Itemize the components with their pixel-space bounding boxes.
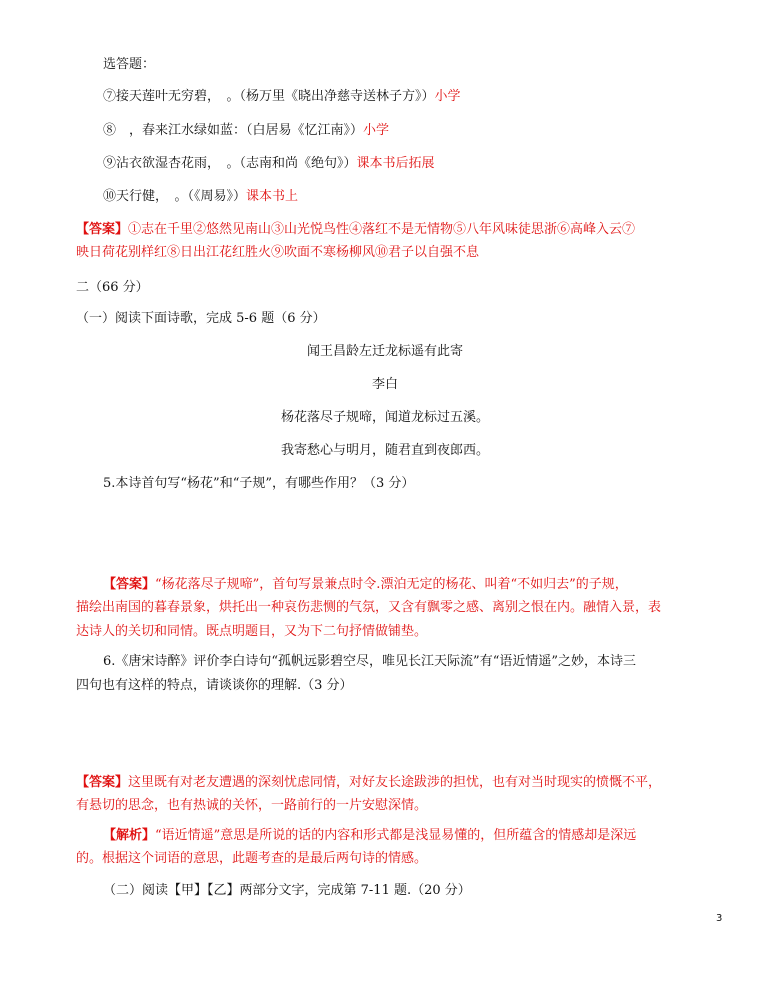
part-two-heading: 二（66 分） bbox=[76, 280, 149, 295]
answer-block-1-line-1 bbox=[76, 222, 635, 238]
question-8-tag: 小学 bbox=[363, 123, 390, 138]
question-5: 5.本诗首句写“杨花”和“子规”，有哪些作用？（3 分） bbox=[103, 476, 415, 491]
analysis-6-text-1: “语近情遥”意思是所说的话的内容和形式都是浅显易懂的，但所蕴含的情感却是深远 bbox=[155, 828, 637, 843]
question-10 bbox=[103, 189, 298, 205]
answer-block-1-line-2: 映日荷花别样红⑧日出江花红胜火⑨吹面不寒杨柳风⑩君子以自强不息 bbox=[76, 245, 480, 260]
poem-title: 闻王昌龄左迁龙标遥有此寄 bbox=[306, 344, 463, 359]
question-6-line-1: 6.《唐宋诗醉》评价李白诗句“孤帆远影碧空尽，唯见长江天际流”有“语近情遥”之妙，本诗三 bbox=[103, 654, 636, 669]
question-8 bbox=[103, 123, 389, 139]
answer-label: 【答案】 bbox=[103, 577, 156, 592]
question-8-text: ⑧ ，春来江水绿如蓝：（白居易《忆江南》） bbox=[103, 123, 364, 138]
answer-block-1-text-1: ①志在千里②悠然见南山③山光悦鸟性④落红不是无情物⑤八年风味徒思浙⑥高峰入云⑦ bbox=[128, 222, 636, 237]
answer-5-line-1 bbox=[103, 577, 628, 593]
answer-6-line-2: 有悬切的思念，也有热诚的关怀，一路前行的一片安慰深情。 bbox=[76, 798, 428, 813]
subsection-1-heading: （一）阅读下面诗歌，完成 5-6 题（6 分） bbox=[76, 311, 326, 326]
analysis-label: 【解析】 bbox=[103, 828, 156, 843]
question-7-tag: 小学 bbox=[434, 89, 461, 104]
poem-author: 李白 bbox=[371, 377, 398, 392]
answer-5-line-2: 描绘出南国的暮春景象，烘托出一种哀伤悲恻的气氛，又含有飘零之感、离别之恨在内。融情入景，表 bbox=[76, 600, 662, 615]
question-9 bbox=[103, 156, 435, 172]
question-9-text: ⑨沾衣欲湿杏花雨， 。（志南和尚《绝句》） bbox=[103, 156, 357, 171]
question-10-text: ⑩天行健， 。（《周易》） bbox=[103, 189, 247, 204]
answer-6-line-1 bbox=[76, 775, 661, 791]
answer-5-line-3: 达诗人的关切和同情。既点明题目，又为下二句抒情做铺垫。 bbox=[76, 624, 428, 639]
question-6-line-2: 四句也有这样的特点，请谈谈你的理解.（3 分） bbox=[76, 678, 353, 693]
answer-label: 【答案】 bbox=[76, 775, 129, 790]
analysis-6-line-2: 的。根据这个词语的意思，此题考查的是最后两句诗的情感。 bbox=[76, 851, 428, 866]
analysis-6-line-1 bbox=[103, 828, 636, 844]
subsection-2-heading: （二）阅读【甲】【乙】两部分文字，完成第 7-11 题.（20 分） bbox=[103, 883, 471, 898]
question-9-tag: 课本书后拓展 bbox=[356, 156, 435, 171]
poem-line-1: 杨花落尽子规啼，闻道龙标过五溪。 bbox=[280, 410, 489, 425]
page-number: 3 bbox=[716, 913, 723, 924]
answer-5-text-1: “杨花落尽子规啼”，首句写景兼点时令.漂泊无定的杨花、叫着“不如归去”的子规， bbox=[155, 577, 628, 592]
question-7 bbox=[103, 89, 461, 105]
question-7-text: ⑦接天莲叶无穷碧， 。（杨万里《晓出净慈寺送林子方》） bbox=[103, 89, 435, 104]
section-intro: 选答题： bbox=[103, 57, 156, 72]
answer-label: 【答案】 bbox=[76, 222, 129, 237]
answer-6-text-1: 这里既有对老友遭遇的深刻忧虑同情，对好友长途跋涉的担忧，也有对当时现实的愤慨不平， bbox=[128, 775, 662, 790]
question-10-tag: 课本书上 bbox=[246, 189, 299, 204]
poem-line-2: 我寄愁心与明月，随君直到夜郎西。 bbox=[280, 443, 489, 458]
